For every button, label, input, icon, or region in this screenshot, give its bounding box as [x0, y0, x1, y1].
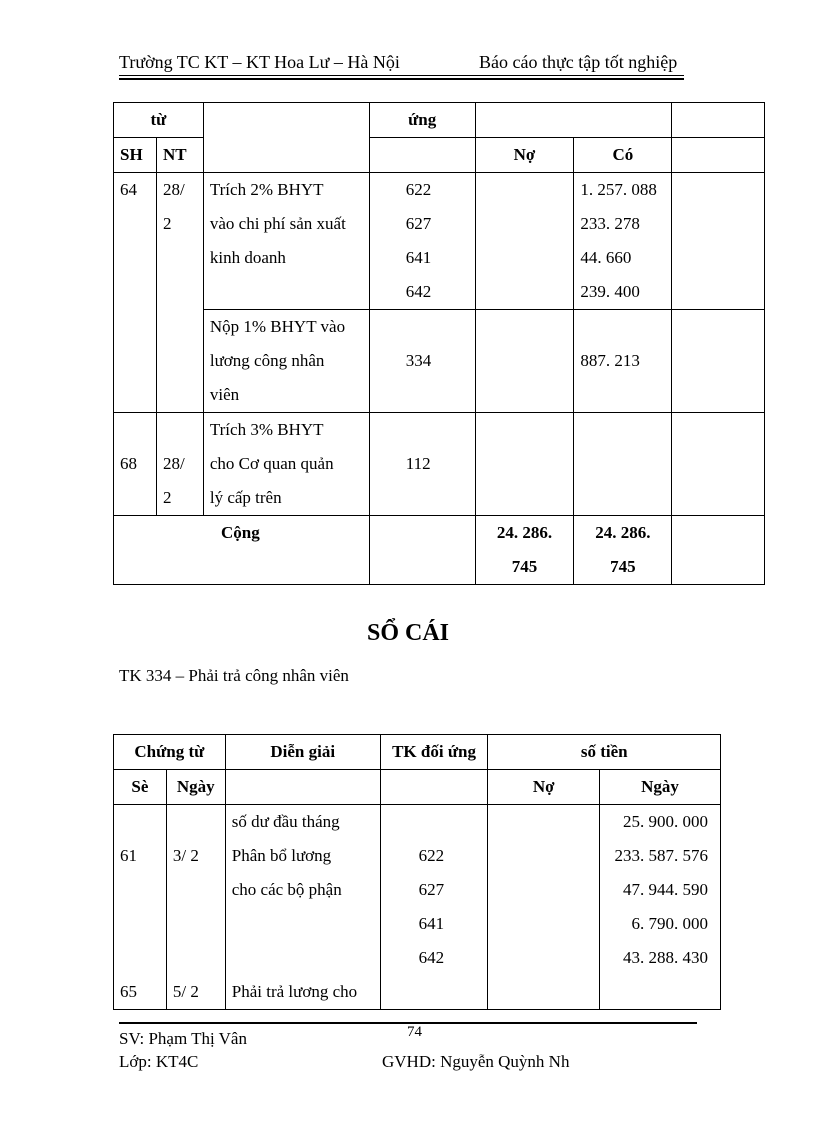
no-cell: [475, 173, 574, 310]
sh-cell: 68: [114, 413, 157, 516]
header-co: Có: [574, 138, 672, 173]
ngay-cell: 3/ 2 5/ 2: [166, 805, 225, 1010]
footer-advisor: GVHD: Nguyễn Quỳnh Nh: [382, 1052, 570, 1071]
ledger-title: SỔ CÁI: [366, 620, 450, 646]
total-co: 24. 286. 745: [574, 516, 672, 585]
header-tk-blank: [369, 138, 475, 173]
footer-student: SV: Phạm Thị Vân: [119, 1029, 247, 1048]
header-dien-giai: Diễn giải: [225, 735, 380, 770]
co-cell: [574, 413, 672, 516]
header-chung-tu: Chứng từ: [114, 735, 226, 770]
extra-cell: [672, 310, 765, 413]
table-row: [114, 413, 765, 516]
total-no: 24. 286. 745: [475, 516, 574, 585]
amount-cell: 25. 900. 000 233. 587. 576 47. 944. 590 6. 790. 000 43. 288. 430: [600, 805, 721, 1010]
page-number: 74: [407, 1024, 422, 1040]
sh-cell: 64: [114, 173, 157, 413]
header-blank: [380, 770, 488, 805]
total-extra: [672, 516, 765, 585]
header-report: Báo cáo thực tập tốt nghiệp: [479, 52, 678, 72]
header-no: Nợ: [488, 770, 600, 805]
desc-cell: số dư đầu tháng Phân bổ lương cho các bộ phận Phải trả lương cho: [225, 805, 380, 1010]
tk-cell: 622 627 641 642: [369, 173, 475, 310]
header-so: Sè: [114, 770, 167, 805]
total-row: [114, 516, 765, 585]
header-tk-doi-ung: TK đối ứng: [380, 735, 488, 770]
tk-cell: 334: [369, 310, 475, 413]
no-cell: [475, 310, 574, 413]
header-tk: ứng: [369, 103, 475, 138]
no-cell: [475, 413, 574, 516]
header-nt: NT: [156, 138, 203, 173]
ledger-table: [113, 734, 721, 1010]
header-extra-blank: [672, 138, 765, 173]
header-blank-desc: [203, 103, 369, 173]
header-rule: [119, 75, 684, 76]
total-tk-blank: [369, 516, 475, 585]
header-no: Nợ: [475, 138, 574, 173]
total-label: Cộng: [114, 516, 370, 585]
desc-cell: Nộp 1% BHYT vào lương công nhân viên: [203, 310, 369, 413]
tk-cell: 112: [369, 413, 475, 516]
header-rule-thick: [119, 78, 684, 80]
table-row: [114, 310, 765, 413]
so-cell: 61 65: [114, 805, 167, 1010]
table-row: [114, 173, 765, 310]
header-chung-tu: từ: [114, 103, 204, 138]
extra-cell: [672, 413, 765, 516]
desc-cell: Trích 3% BHYT cho Cơ quan quản lý cấp trên: [203, 413, 369, 516]
nt-cell: 28/ 2: [156, 413, 203, 516]
tk-cell: 622 627 641 642: [380, 805, 488, 1010]
co-cell: 887. 213: [574, 310, 672, 413]
header-school: Trường TC KT – KT Hoa Lư – Hà Nội: [119, 52, 400, 72]
footer-class: Lớp: KT4C: [119, 1052, 199, 1071]
no-cell: [488, 805, 600, 1010]
header-so-tien: số tiền: [488, 735, 721, 770]
nt-cell: 28/ 2: [156, 173, 203, 413]
header-blank: [225, 770, 380, 805]
header-ngay: Ngày: [166, 770, 225, 805]
co-cell: 1. 257. 088 233. 278 44. 660 239. 400: [574, 173, 672, 310]
desc-cell: Trích 2% BHYT vào chi phí sản xuất kinh doanh: [203, 173, 369, 310]
table-row: [114, 805, 721, 1010]
extra-cell: [672, 173, 765, 310]
header-sh: SH: [114, 138, 157, 173]
header-blank-extra: [672, 103, 765, 138]
ledger-subtitle: TK 334 – Phải trả công nhân viên: [119, 666, 349, 685]
header-ngay-amount: Ngày: [600, 770, 721, 805]
header-blank-amount: [475, 103, 672, 138]
journal-table: [113, 102, 765, 585]
